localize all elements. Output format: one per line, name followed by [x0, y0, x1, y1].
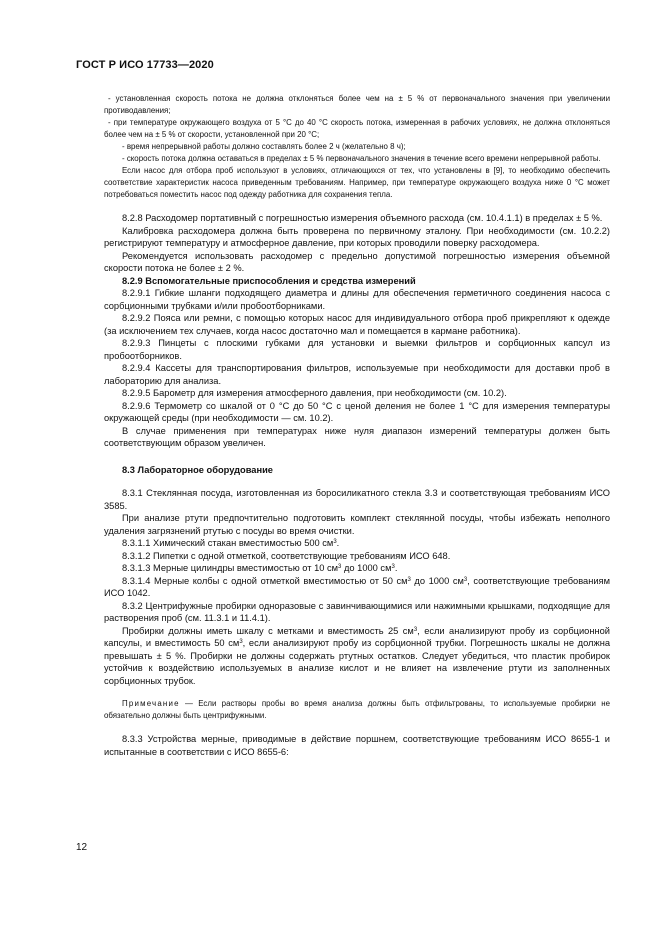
page-body [104, 93, 610, 758]
requirement-item: - при температуре окружающего воздуха от 5 °С до 40 °С скорость потока, измеренная в рабочих условиях, не должна отклоняться более чем на ± 5 % от скорости, установленной при 20 °С; [104, 118, 610, 139]
superscript: 3 [463, 576, 468, 583]
clause-text: до 1000 см [410, 575, 464, 586]
clause-text: 8.3.1.1 Химический стакан вместимостью 500 см [122, 538, 334, 548]
requirement-item: - установленная скорость потока не должна отклоняться более чем на ± 5 % от первоначального значения при увеличении противодавления; [104, 94, 610, 115]
body-paragraph: В случае применения при температурах ниже нуля диапазон измерений температуры должен быть соответствующим образом увеличен. [104, 425, 610, 448]
clause-8-3-1-1 [104, 537, 610, 550]
clause-text: до 1000 см [341, 563, 392, 573]
clause-8-2-9-4: 8.2.9.4 Кассеты для транспортирования фильтров, используемые при необходимости для доставки проб в лабораторию для анализа. [104, 363, 610, 386]
clause-8-3-3: 8.3.3 Устройства мерные, приводимые в действие поршнем, соответствующие требованиям ИСО 8655-1 и испытанные в соответствии с ИСО 8655-6: [104, 734, 610, 757]
clause-8-3-2: 8.3.2 Центрифужные пробирки одноразовые с завинчивающимися или нажимными крышками, подходящие для растворения проб (см. 11.3.1 и 11.4.1). [104, 600, 610, 623]
clause-text: , если анализируют пробу из сорбционной трубки. Погрешность шкалы не должна превышать ± 5 %. Пробирки не должны содержать ртутных остатков. Следует убедиться, что пластик пробирок устойчив к воздействию используемых в анализе кислот и не влияет на извлечение ртути из заполненных сорбционных трубок. [104, 638, 610, 686]
clause-8-2-9-6: 8.2.9.6 Термометр со шкалой от 0 °С до 50 °С с ценой деления не более 1 °С для измерения температуры окружающей среды (при необходимости — см. 10.2). [104, 400, 610, 423]
requirement-item: - скорость потока должна оставаться в пределах ± 5 % первоначального значения в течение всего времени непрерывной работы. [122, 154, 601, 163]
section-heading-8-3: 8.3 Лабораторное оборудование [122, 464, 273, 475]
clause-8-2-9-5: 8.2.9.5 Барометр для измерения атмосферного давления, при необходимости (см. 10.2). [122, 388, 507, 398]
clause-8-3-1-4 [104, 575, 610, 600]
superscript: 3 [391, 564, 395, 570]
superscript: 3 [413, 626, 418, 633]
clause-8-3-1-3 [104, 562, 610, 575]
clause-text: Пробирки должны иметь шкалу с метками и вместимость 25 см [122, 625, 414, 636]
clause-8-2-8: 8.2.8 Расходомер портативный с погрешностью измерения объемного расхода (см. 10.4.1.1) в пределах ± 5 %. [122, 213, 603, 223]
clause-text: , соответствующие требованиям ИСО 1042. [104, 575, 610, 598]
body-paragraph: Если насос для отбора проб используют в условиях, отличающихся от тех, что установлены в [9], то необходимо обеспечить соответствие характеристик насоса приведенным требованиям. Например, при температуре окружающего воздуха ниже 0 °С может потребоваться поместить насос под одежду работника для сохранения тепла. [104, 166, 610, 199]
clause-text: . [336, 538, 340, 548]
body-paragraph [104, 625, 610, 688]
page-number: 12 [76, 842, 88, 853]
body-paragraph: Калибровка расходомера должна быть проверена по первичному эталону. При необходимости (см. 10.2.2) регистрируют температуру и атмосферное давление, при которых проводили поверку расходомера. [104, 225, 610, 248]
clause-text: , если анализируют пробу из сорбционной капсулы, и вместимость 50 см [104, 625, 610, 648]
clause-8-2-9-2: 8.2.9.2 Пояса или ремни, с помощью которых насос для индивидуального отбора проб прикрепляют к одежде (за исключением тех случаев, когда насос достаточно мал и помещается в кармане работника). [104, 313, 610, 336]
superscript: 3 [407, 576, 411, 583]
clause-text: 8.3.1.4 Мерные колбы с одной отметкой вместимостью от 50 см [122, 575, 408, 586]
clause-8-2-9-3: 8.2.9.3 Пинцеты с плоскими губками для установки и выемки фильтров и сорбционных капсул из пробоотборников. [104, 338, 610, 361]
superscript: 3 [239, 639, 243, 645]
clause-text: 8.3.1.3 Мерные цилиндры вместимостью от 10 см [122, 563, 339, 573]
document-header: ГОСТ Р ИСО 17733—2020 [76, 59, 214, 71]
superscript: 3 [338, 564, 342, 570]
section-heading-8-2-9: 8.2.9 Вспомогательные приспособления и средства измерений [122, 275, 416, 286]
body-paragraph: Рекомендуется использовать расходомер с предельно допустимой погрешностью измерения объемной скорости потока не более ± 2 %. [104, 250, 610, 273]
clause-text: . [394, 563, 398, 573]
clause-8-2-9-1: 8.2.9.1 Гибкие шланги подходящего диаметра и длины для обеспечения герметичного соединения насоса с сорбционными трубками и/или пробоотборниками. [104, 288, 610, 311]
clause-8-3-1: 8.3.1 Стеклянная посуда, изготовленная из боросиликатного стекла 3.3 и соответствующая требованиям ИСО 3585. [104, 488, 610, 511]
body-paragraph: При анализе ртути предпочтительно подготовить комплект стеклянной посуды, чтобы избежать неполного удаления загрязнений ртутью с посуды во время очистки. [104, 513, 610, 536]
note-text: — Если растворы пробы во время анализа должны быть отфильтрованы, то используемые пробирки не обязательно должны быть центрифужными. [104, 699, 610, 720]
note [104, 698, 610, 722]
note-label: Примечание [122, 699, 180, 708]
requirement-item: - время непрерывной работы должно составлять более 2 ч (желательно 8 ч); [122, 142, 406, 151]
clause-8-3-1-2: 8.3.1.2 Пипетки с одной отметкой, соответствующие требованиям ИСО 648. [122, 550, 451, 561]
superscript: 3 [333, 539, 337, 545]
